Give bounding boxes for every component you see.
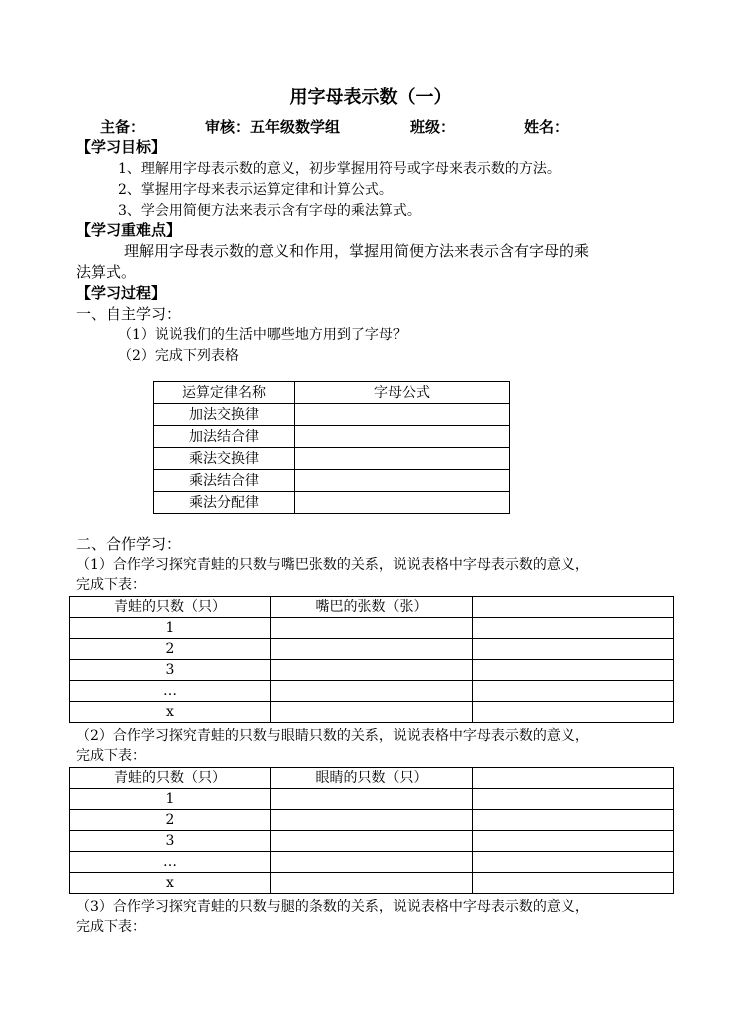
frog-eyes-table xyxy=(69,767,674,894)
formula-cell[interactable] xyxy=(295,426,510,448)
header-cell: 运算定律名称 xyxy=(154,382,295,404)
frog-mouth-table xyxy=(69,596,674,723)
reviewer-label: 审核：五年级数学组 xyxy=(205,118,341,136)
table-row xyxy=(70,639,674,660)
frog-count-cell: … xyxy=(70,681,271,702)
name-label: 姓名： xyxy=(524,118,570,136)
answer-cell[interactable] xyxy=(271,852,473,873)
part2-heading: 二、合作学习： xyxy=(76,535,182,553)
header-cell: 眼睛的只数（只） xyxy=(271,768,473,789)
header-cell: 字母公式 xyxy=(295,382,510,404)
law-name-cell: 乘法交换律 xyxy=(154,448,295,470)
law-name-cell: 乘法分配律 xyxy=(154,492,295,514)
formula-cell[interactable] xyxy=(295,448,510,470)
table-header-row xyxy=(70,597,674,618)
header-cell xyxy=(473,597,674,618)
frog-count-cell: 3 xyxy=(70,831,271,852)
table-row xyxy=(154,470,510,492)
part2-question-3: （3）合作学习探究青蛙的只数与腿的条数的关系，说说表格中字母表示数的意义， xyxy=(76,899,589,915)
frog-count-cell: x xyxy=(70,702,271,723)
frog-count-cell: … xyxy=(70,852,271,873)
answer-cell[interactable] xyxy=(271,831,473,852)
table-header-row xyxy=(154,382,510,404)
answer-cell[interactable] xyxy=(271,618,473,639)
goal-item: 1、理解用字母表示数的意义，初步掌握用符号或字母来表示数的方法。 xyxy=(118,161,561,177)
goal-item: 3、学会用简便方法来表示含有字母的乘法算式。 xyxy=(118,203,421,219)
table-row xyxy=(70,660,674,681)
header-cell: 青蛙的只数（只） xyxy=(70,597,271,618)
answer-cell[interactable] xyxy=(473,831,674,852)
page-title: 用字母表示数（一） xyxy=(289,87,452,108)
goals-heading: 【学习目标】 xyxy=(76,138,167,156)
formula-cell[interactable] xyxy=(295,404,510,426)
law-name-cell: 加法交换律 xyxy=(154,404,295,426)
answer-cell[interactable] xyxy=(473,852,674,873)
answer-cell[interactable] xyxy=(271,660,473,681)
law-name-cell: 乘法结合律 xyxy=(154,470,295,492)
table-row xyxy=(70,810,674,831)
goal-item: 2、掌握用字母来表示运算定律和计算公式。 xyxy=(118,182,393,198)
answer-cell[interactable] xyxy=(473,873,674,894)
laws-table xyxy=(153,381,510,514)
table-row xyxy=(70,681,674,702)
frog-count-cell: x xyxy=(70,873,271,894)
header-cell: 青蛙的只数（只） xyxy=(70,768,271,789)
answer-cell[interactable] xyxy=(271,789,473,810)
part1-question-1: （1）说说我们的生活中哪些地方用到了字母？ xyxy=(118,327,407,343)
part2-question-1-cont: 完成下表： xyxy=(76,577,146,593)
frog-count-cell: 1 xyxy=(70,789,271,810)
formula-cell[interactable] xyxy=(295,470,510,492)
law-name-cell: 加法结合律 xyxy=(154,426,295,448)
part1-question-2: （2）完成下列表格 xyxy=(118,348,239,364)
part2-question-3-cont: 完成下表： xyxy=(76,919,146,935)
answer-cell[interactable] xyxy=(271,810,473,831)
part2-question-2-cont: 完成下表： xyxy=(76,748,146,764)
author-label: 主备： xyxy=(100,118,146,136)
part2-question-1: （1）合作学习探究青蛙的只数与嘴巴张数的关系，说说表格中字母表示数的意义， xyxy=(76,557,589,573)
frog-count-cell: 3 xyxy=(70,660,271,681)
frog-count-cell: 1 xyxy=(70,618,271,639)
table-row xyxy=(70,852,674,873)
table-row xyxy=(70,702,674,723)
formula-cell[interactable] xyxy=(295,492,510,514)
answer-cell[interactable] xyxy=(473,639,674,660)
table-row xyxy=(70,789,674,810)
key-points-text: 理解用字母表示数的意义和作用，掌握用简便方法来表示含有字母的乘 xyxy=(124,242,590,260)
header-cell xyxy=(473,768,674,789)
answer-cell[interactable] xyxy=(271,702,473,723)
answer-cell[interactable] xyxy=(271,873,473,894)
answer-cell[interactable] xyxy=(473,702,674,723)
table-row xyxy=(154,404,510,426)
table-row xyxy=(154,448,510,470)
table-row xyxy=(70,873,674,894)
frog-count-cell: 2 xyxy=(70,810,271,831)
answer-cell[interactable] xyxy=(271,681,473,702)
table-header-row xyxy=(70,768,674,789)
process-heading: 【学习过程】 xyxy=(76,284,167,302)
answer-cell[interactable] xyxy=(473,810,674,831)
answer-cell[interactable] xyxy=(473,681,674,702)
table-row xyxy=(154,492,510,514)
key-points-text-cont: 法算式。 xyxy=(76,263,137,281)
frog-count-cell: 2 xyxy=(70,639,271,660)
table-row xyxy=(154,426,510,448)
table-row xyxy=(70,831,674,852)
answer-cell[interactable] xyxy=(271,639,473,660)
key-points-heading: 【学习重难点】 xyxy=(76,221,182,239)
class-label: 班级： xyxy=(410,118,456,136)
answer-cell[interactable] xyxy=(473,618,674,639)
header-cell: 嘴巴的张数（张） xyxy=(271,597,473,618)
answer-cell[interactable] xyxy=(473,789,674,810)
part2-question-2: （2）合作学习探究青蛙的只数与眼睛只数的关系，说说表格中字母表示数的意义， xyxy=(76,728,589,744)
table-row xyxy=(70,618,674,639)
part1-heading: 一、自主学习： xyxy=(76,305,182,323)
answer-cell[interactable] xyxy=(473,660,674,681)
